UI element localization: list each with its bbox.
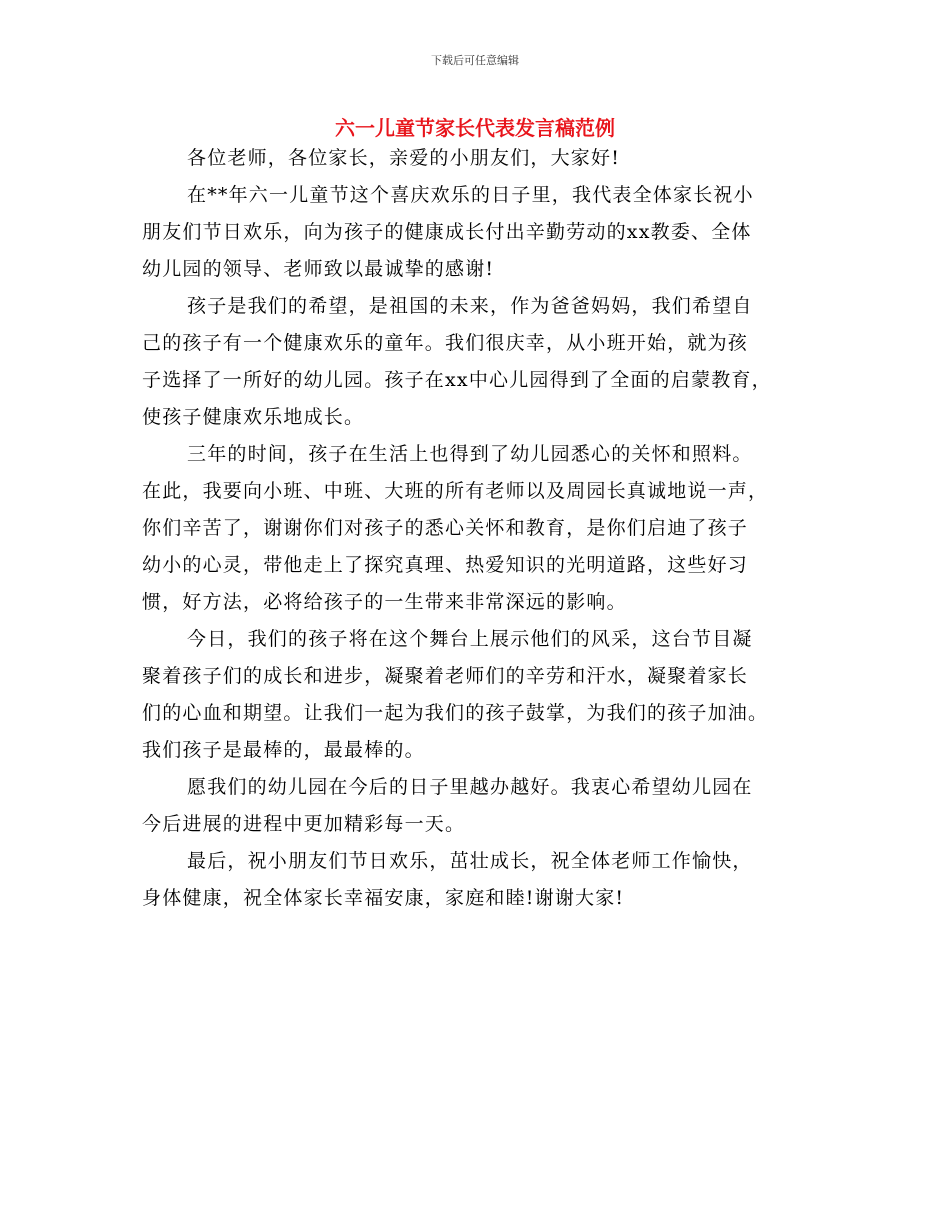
paragraph-greeting xyxy=(142,140,822,177)
text-line: 在此，我要向小班、中班、大班的所有老师以及周园长真诚地说一声， xyxy=(142,480,769,502)
paragraph-today xyxy=(142,621,822,769)
text-line: 们的心血和期望。让我们一起为我们的孩子鼓掌，为我们的孩子加油。 xyxy=(142,702,769,724)
text-line: 聚着孩子们的成长和进步，凝聚着老师们的辛劳和汗水，凝聚着家长 xyxy=(142,665,749,687)
text-line: 三年的时间，孩子在生活上也得到了幼儿园悉心的关怀和照料。 xyxy=(187,443,753,465)
text-line: 朋友们节日欢乐，向为孩子的健康成长付出辛勤劳动的xx教委、全体 xyxy=(142,221,752,243)
text-line: 各位老师，各位家长，亲爱的小朋友们，大家好! xyxy=(187,147,621,169)
text-line: 孩子是我们的希望，是祖国的未来，作为爸爸妈妈，我们希望自 xyxy=(187,295,753,317)
text-line: 你们辛苦了，谢谢你们对孩子的悉心关怀和教育，是你们启迪了孩子 xyxy=(142,517,749,539)
paragraph-hope xyxy=(142,288,822,436)
text-line: 幼儿园的领导、老师致以最诚挚的感谢! xyxy=(142,258,495,280)
text-line: 子选择了一所好的幼儿园。孩子在xx中心儿园得到了全面的启蒙教育， xyxy=(142,369,772,391)
text-line: 我们孩子是最棒的，最最棒的。 xyxy=(142,739,425,761)
paragraph-wish xyxy=(142,769,822,843)
document-body xyxy=(142,140,822,917)
text-line: 己的孩子有一个健康欢乐的童年。我们很庆幸，从小班开始，就为孩 xyxy=(142,332,749,354)
text-line: 身体健康，祝全体家长幸福安康，家庭和睦!谢谢大家! xyxy=(142,887,625,909)
text-line: 愿我们的幼儿园在今后的日子里越办越好。我衷心希望幼儿园在 xyxy=(187,776,753,798)
paragraph-closing xyxy=(142,843,822,917)
text-line: 在**年六一儿童节这个喜庆欢乐的日子里，我代表全体家长祝小 xyxy=(187,184,754,206)
text-line: 今后进展的进程中更加精彩每一天。 xyxy=(142,813,466,835)
paragraph-three-years xyxy=(142,436,822,621)
document-title: 六一儿童节家长代表发言稿范例 xyxy=(335,116,615,140)
text-line: 今日，我们的孩子将在这个舞台上展示他们的风采，这台节目凝 xyxy=(187,628,753,650)
text-line: 最后，祝小朋友们节日欢乐，茁壮成长，祝全体老师工作愉快， xyxy=(187,850,753,872)
paragraph-thanks xyxy=(142,177,822,288)
text-line: 幼小的心灵，带他走上了探究真理、热爱知识的光明道路，这些好习 xyxy=(142,554,749,576)
page-header-note: 下载后可任意编辑 xyxy=(431,54,519,67)
text-line: 惯，好方法，必将给孩子的一生带来非常深远的影响。 xyxy=(142,591,627,613)
text-line: 使孩子健康欢乐地成长。 xyxy=(142,406,365,428)
